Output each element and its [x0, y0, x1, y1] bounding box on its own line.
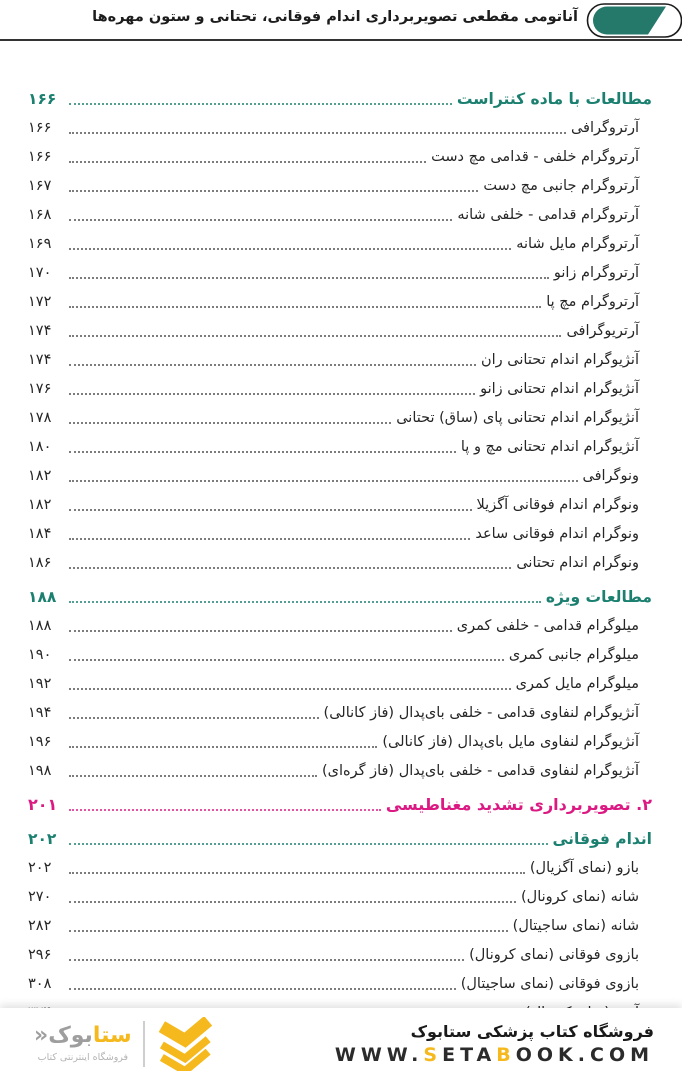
toc-entry: [28, 316, 652, 345]
toc-entry: [28, 756, 652, 785]
toc-page-number: ۱۷۲: [28, 293, 52, 310]
toc-entry-label: آرتروگرام مایل شانه: [516, 235, 639, 252]
toc-entry-label: ونوگرام اندام فوقانی آگزیلا: [476, 496, 639, 513]
url-segment: OOK.COM: [515, 1043, 654, 1066]
toc-entry: [28, 374, 652, 403]
toc-entry: [28, 698, 652, 727]
toc-entry: [28, 490, 652, 519]
toc-entry-label: مطالعات با ماده کنتراست: [456, 89, 652, 108]
toc-entry-label: آنژیوگرام اندام تحتانی ران: [481, 351, 639, 368]
toc-entry-label: آرتروگرافی: [570, 119, 639, 136]
toc-leader-dots: [69, 601, 541, 603]
toc-entry-label: ونوگرافی: [582, 467, 639, 484]
logo-chevrons-icon: [156, 1017, 214, 1071]
toc-page-number: ۱۸۰: [28, 438, 52, 455]
toc-page-number: ۲۹۶: [28, 946, 52, 963]
wordmark-guillemet: «: [34, 1022, 49, 1048]
toc-page-number: ۲۰۲: [28, 829, 57, 848]
toc-entry: [28, 519, 652, 548]
toc-entry-label: آنژیوگرام اندام تحتانی مچ و پا: [460, 438, 639, 455]
toc-entry-label: میلوگرام قدامی - خلفی کمری: [456, 617, 639, 634]
toc-entry: [28, 229, 652, 258]
toc-entry: [28, 171, 652, 200]
toc-leader-dots: [69, 746, 377, 748]
toc-page-number: ۱۷۶: [28, 380, 52, 397]
logo-wordmark-block: [34, 1022, 132, 1063]
toc-entry: [28, 824, 652, 853]
toc-leader-dots: [69, 248, 511, 250]
toc-entry: [28, 911, 652, 940]
toc-page-number: ۱۹۴: [28, 704, 52, 721]
toc-entry: [28, 611, 652, 640]
store-name: فروشگاه کتاب پزشکی ستابوک: [410, 1021, 654, 1041]
toc-leader-dots: [69, 717, 319, 719]
url-segment: B: [496, 1043, 516, 1066]
toc-leader-dots: [69, 988, 456, 990]
toc-leader-dots: [69, 775, 317, 777]
toc-page-number: ۱۹۲: [28, 675, 52, 692]
footer-bar: [0, 1008, 682, 1079]
toc-entry: [28, 548, 652, 577]
toc-entry: [28, 403, 652, 432]
toc-page-number: ۱۸۲: [28, 496, 52, 513]
wordmark-gray-part: بوک: [48, 1022, 93, 1048]
toc-entry: [28, 669, 652, 698]
header-rule: [0, 39, 682, 41]
toc-leader-dots: [69, 809, 381, 811]
toc-leader-dots: [69, 930, 508, 932]
toc-page-number: ۱۷۰: [28, 264, 52, 281]
toc-leader-dots: [69, 538, 470, 540]
toc-list: [28, 84, 652, 1027]
toc-leader-dots: [69, 509, 472, 511]
toc-entry-label: آنژیوگرام لنفاوی مایل بای‌پدال (فاز کانالی): [382, 733, 639, 750]
url-segment: WWW.: [334, 1043, 424, 1066]
toc-page-number: ۲۸۲: [28, 917, 52, 934]
toc-entry: [28, 84, 652, 113]
toc-leader-dots: [69, 901, 516, 903]
toc-entry-label: ونوگرام اندام تحتانی: [516, 554, 639, 571]
toc-entry-label: ونوگرام اندام فوقانی ساعد: [475, 525, 639, 542]
toc-leader-dots: [69, 451, 456, 453]
toc-leader-dots: [69, 161, 426, 163]
toc-page-number: ۱۷۸: [28, 409, 52, 426]
toc-entry: [28, 727, 652, 756]
toc-leader-dots: [69, 872, 525, 874]
header-ribbon-icon: [586, 2, 682, 40]
toc-entry-label: بازوی فوقانی (نمای کرونال): [469, 946, 639, 963]
toc-leader-dots: [69, 306, 541, 308]
toc-entry: [28, 940, 652, 969]
toc-leader-dots: [69, 480, 578, 482]
wordmark-yellow-part: ستا: [92, 1022, 132, 1048]
setabook-logo: [34, 1017, 214, 1071]
toc-entry-label: مطالعات ویژه: [545, 587, 652, 606]
toc-entry-label: میلوگرام جانبی کمری: [508, 646, 639, 663]
toc-entry-label: آرتروگرام قدامی - خلفی شانه: [457, 206, 639, 223]
toc-page-number: ۲۰۲: [28, 859, 52, 876]
toc-page-number: ۱۸۶: [28, 554, 52, 571]
toc-entry-label: بازوی فوقانی (نمای ساجیتال): [460, 975, 639, 992]
logo-wordmark: [34, 1022, 132, 1048]
toc-page-number: ۱۶۷: [28, 177, 52, 194]
toc-page-number: ۱۷۴: [28, 351, 52, 368]
toc-page-number: ۱۸۸: [28, 587, 57, 606]
toc-page-number: ۱۸۲: [28, 467, 52, 484]
toc-entry: [28, 853, 652, 882]
toc-page-number: ۱۶۶: [28, 89, 57, 108]
toc-entry-label: بازو (نمای آگزیال): [529, 859, 639, 876]
toc-page-number: ۱۶۹: [28, 235, 52, 252]
url-segment: ETA: [442, 1043, 497, 1066]
toc-page-number: ۲۰۱: [28, 795, 58, 814]
toc-entry-label: شانه (نمای کرونال): [521, 888, 639, 905]
toc-page-number: ۱۶۸: [28, 206, 52, 223]
toc-entry-label: آرتروگرام جانبی مچ دست: [483, 177, 639, 194]
toc-entry: [28, 790, 652, 819]
toc-leader-dots: [69, 422, 391, 424]
toc-entry: [28, 142, 652, 171]
toc-entry-label: آنژیوگرام لنفاوی قدامی - خلفی بای‌پدال (فاز کانالی): [323, 704, 639, 721]
toc-page-number: ۱۶۶: [28, 119, 52, 136]
toc-page-number: ۱۹۰: [28, 646, 52, 663]
toc-leader-dots: [69, 659, 504, 661]
footer-text-block: [335, 1022, 654, 1066]
toc-entry: [28, 461, 652, 490]
toc-leader-dots: [69, 393, 475, 395]
toc-leader-dots: [69, 843, 548, 845]
toc-leader-dots: [69, 132, 566, 134]
toc-entry-label: آرتریوگرافی: [566, 322, 639, 339]
toc-page-number: ۱۹۶: [28, 733, 52, 750]
toc-leader-dots: [69, 959, 464, 961]
toc-page-number: ۱۸۸: [28, 617, 52, 634]
toc-entry-label: شانه (نمای ساجیتال): [512, 917, 639, 934]
toc-entry-label: اندام فوقانی: [552, 829, 652, 848]
url-segment: S: [423, 1043, 443, 1066]
logo-subtitle: فروشگاه اینترنتی کتاب: [37, 1051, 129, 1063]
toc-entry-label: میلوگرام مایل کمری: [515, 675, 639, 692]
toc-entry: [28, 200, 652, 229]
toc-entry: [28, 582, 652, 611]
toc-entry-label: آنژیوگرام لنفاوی قدامی - خلفی بای‌پدال (فاز گره‌ای): [321, 762, 639, 779]
toc-leader-dots: [69, 364, 476, 366]
toc-entry-label: آرتروگرام مچ پا: [546, 293, 639, 310]
toc-page-number: ۱۸۴: [28, 525, 52, 542]
toc-page-number: ۱۶۶: [28, 148, 52, 165]
toc-leader-dots: [69, 103, 452, 105]
toc-entry: [28, 640, 652, 669]
toc-leader-dots: [69, 567, 511, 569]
toc-page-number: ۳۰۸: [28, 975, 52, 992]
toc-entry-label: آنژیوگرام اندام تحتانی زانو: [480, 380, 639, 397]
toc-leader-dots: [69, 277, 549, 279]
toc-entry: [28, 258, 652, 287]
site-url: [335, 1044, 654, 1066]
toc-entry: [28, 969, 652, 998]
toc-entry: [28, 882, 652, 911]
toc-page-number: ۲۷۰: [28, 888, 52, 905]
toc-leader-dots: [69, 630, 452, 632]
toc-leader-dots: [69, 219, 452, 221]
toc-entry-label: آرتروگرام زانو: [553, 264, 639, 281]
toc-leader-dots: [69, 688, 511, 690]
toc-entry: [28, 345, 652, 374]
page-title: آناتومی مقطعی تصویربرداری اندام فوقانی، تحتانی و ستون مهره‌ها: [92, 9, 578, 25]
page-header: [0, 0, 682, 42]
toc-entry-label: ۲. تصویربرداری تشدید مغناطیسی: [385, 795, 652, 814]
toc-page-number: ۱۷۴: [28, 322, 52, 339]
logo-divider: [143, 1021, 145, 1067]
toc-page-number: ۱۹۸: [28, 762, 52, 779]
toc-leader-dots: [69, 335, 561, 337]
toc-entry: [28, 432, 652, 461]
toc-entry-label: آرتروگرام خلفی - قدامی مچ دست: [431, 148, 639, 165]
toc-entry: [28, 113, 652, 142]
toc-entry-label: آنژیوگرام اندام تحتانی پای (ساق) تحتانی: [396, 409, 639, 426]
toc-entry: [28, 287, 652, 316]
toc-leader-dots: [69, 190, 478, 192]
